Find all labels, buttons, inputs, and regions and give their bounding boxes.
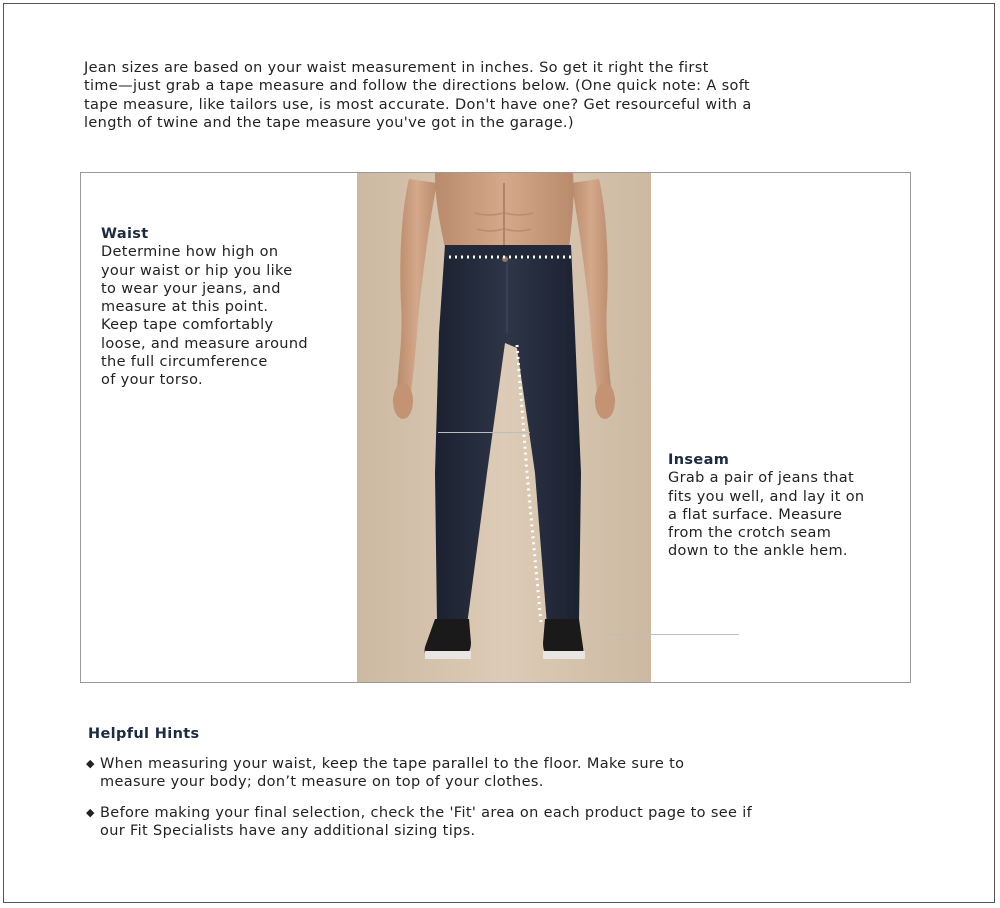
waist-line: measure at this point. bbox=[101, 299, 269, 316]
right-shoe-sole bbox=[543, 651, 585, 659]
waist-instructions bbox=[101, 225, 361, 390]
hint-line: our Fit Specialists have any additional sizing tips. bbox=[100, 823, 476, 840]
hint-line: Before making your final selection, check the 'Fit' area on each product page to see if bbox=[100, 805, 753, 821]
intro-paragraph bbox=[84, 59, 854, 132]
right-hand bbox=[595, 383, 615, 419]
waist-line: loose, and measure around bbox=[101, 335, 308, 352]
hint-line: When measuring your waist, keep the tape parallel to the floor. Make sure to bbox=[100, 756, 685, 772]
waist-line: Determine how high on bbox=[101, 244, 279, 261]
bullet-icon: ◆ bbox=[86, 757, 95, 770]
waist-line: the full circumference bbox=[101, 354, 268, 371]
inseam-line: fits you well, and lay it on bbox=[668, 488, 865, 505]
inseam-instructions bbox=[668, 451, 908, 561]
waist-line: of your torso. bbox=[101, 372, 203, 389]
inseam-line: Grab a pair of jeans that bbox=[668, 470, 855, 487]
intro-line: tape measure, like tailors use, is most accurate. Don't have one? Get resourceful with a bbox=[84, 96, 752, 113]
hint-line: measure your body; don’t measure on top of your clothes. bbox=[100, 774, 544, 791]
waist-line: your waist or hip you like bbox=[101, 262, 293, 279]
waist-line: to wear your jeans, and bbox=[101, 280, 281, 297]
model-photo bbox=[357, 173, 651, 682]
waist-line: Keep tape comfortably bbox=[101, 317, 274, 334]
inseam-line: a flat surface. Measure bbox=[668, 506, 843, 523]
intro-line: time—just grab a tape measure and follow the directions below. (One quick note: A soft bbox=[84, 78, 750, 95]
intro-line: length of twine and the tape measure you've got in the garage.) bbox=[84, 114, 574, 131]
waist-title: Waist bbox=[101, 226, 149, 242]
inseam-leader-line bbox=[609, 634, 739, 635]
hint-item bbox=[86, 804, 886, 841]
inseam-line: down to the ankle hem. bbox=[668, 543, 848, 560]
inseam-title: Inseam bbox=[668, 452, 730, 468]
left-hand bbox=[393, 383, 413, 419]
hint-item bbox=[86, 755, 886, 792]
intro-line: Jean sizes are based on your waist measurement in inches. So get it right the first bbox=[84, 60, 709, 76]
inseam-line: from the crotch seam bbox=[668, 525, 832, 542]
helpful-hints-heading: Helpful Hints bbox=[88, 726, 200, 742]
waist-leader-line bbox=[438, 432, 530, 433]
left-shoe-sole bbox=[425, 651, 471, 659]
bullet-icon: ◆ bbox=[86, 806, 95, 819]
